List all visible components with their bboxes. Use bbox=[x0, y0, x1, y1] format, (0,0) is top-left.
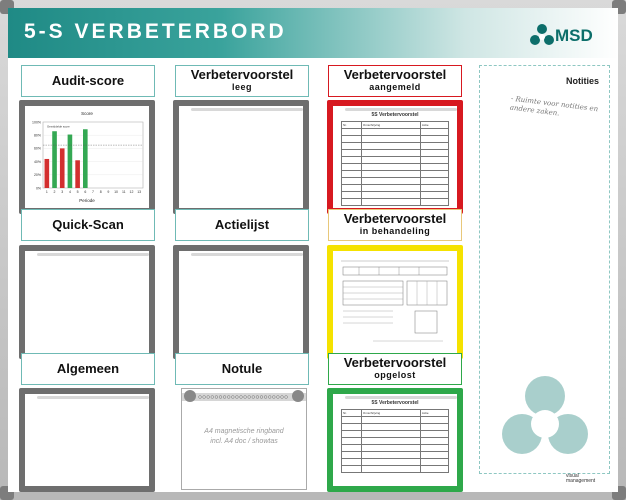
audit-chart-sheet bbox=[25, 106, 149, 208]
tile-audit-score bbox=[21, 65, 155, 97]
form-sheet bbox=[333, 394, 457, 486]
bar bbox=[52, 131, 57, 188]
bar bbox=[68, 135, 73, 188]
notes-hint: - Ruimte voor notities en andere zaken. bbox=[509, 94, 599, 118]
y-tick-label: 60% bbox=[33, 146, 41, 151]
bar bbox=[60, 148, 65, 188]
holder-opgelost[interactable] bbox=[327, 388, 463, 492]
clip-bar bbox=[37, 253, 149, 256]
bar bbox=[75, 160, 80, 188]
clip-bar bbox=[345, 396, 457, 399]
y-tick-label: 0% bbox=[35, 186, 41, 191]
holder-behandeling[interactable] bbox=[327, 245, 463, 359]
x-tick-label: 4 bbox=[68, 190, 71, 194]
form-title: 5S Verbetervoorstel bbox=[371, 112, 419, 118]
tile-voorstel-aangemeld bbox=[328, 65, 462, 97]
tile-subtitle: leeg bbox=[231, 82, 252, 92]
x-tick-label: 3 bbox=[61, 190, 64, 194]
binder-caption bbox=[182, 427, 306, 447]
empty-sheet bbox=[25, 394, 149, 486]
form-title: 5S Verbetervoorstel bbox=[371, 400, 419, 406]
binder-caption-line-2: incl. A4 doc / showtas bbox=[210, 438, 278, 445]
x-tick-label: 10 bbox=[114, 190, 119, 194]
x-tick-label: 12 bbox=[129, 190, 134, 194]
tile-voorstel-leeg bbox=[175, 65, 309, 97]
logo-text: MSD bbox=[555, 26, 593, 45]
x-tick-label: 8 bbox=[99, 190, 102, 194]
detail-form-graphic bbox=[333, 251, 457, 353]
x-tick-label: 6 bbox=[84, 190, 87, 194]
x-tick-label: 1 bbox=[45, 190, 48, 194]
header-banner bbox=[8, 8, 618, 58]
x-tick-label: 2 bbox=[53, 190, 56, 194]
y-tick-label: 100% bbox=[32, 120, 41, 125]
holder-leeg[interactable] bbox=[173, 100, 309, 214]
board bbox=[8, 8, 618, 492]
x-tick-label: 9 bbox=[107, 190, 110, 194]
x-tick-label: 5 bbox=[76, 190, 79, 194]
form-col-num: Nr. bbox=[342, 122, 362, 129]
tile-title: Notule bbox=[221, 361, 263, 376]
x-tick-label: 11 bbox=[121, 190, 126, 194]
tile-subtitle: in behandeling bbox=[359, 226, 431, 236]
y-tick-label: 40% bbox=[33, 159, 41, 164]
tile-title: Actielijst bbox=[214, 217, 270, 232]
tile-voorstel-opgelost bbox=[328, 353, 462, 385]
logo-icon bbox=[530, 24, 554, 48]
form-table bbox=[341, 409, 449, 473]
tile-title: Algemeen bbox=[56, 361, 120, 376]
notes-title: Notities bbox=[565, 76, 599, 86]
form-sheet bbox=[333, 106, 457, 208]
msd-logo bbox=[530, 24, 600, 48]
holder-quick-scan[interactable] bbox=[19, 245, 155, 359]
clip-bar bbox=[37, 396, 149, 399]
tile-title: Verbetervoorstel bbox=[343, 355, 447, 370]
tile-voorstel-behandeling bbox=[328, 209, 462, 241]
form-table bbox=[341, 121, 449, 206]
empty-sheet bbox=[25, 251, 149, 353]
form-sheet bbox=[333, 251, 457, 353]
bar bbox=[83, 129, 88, 188]
board-title: 5-S VERBETERBORD bbox=[24, 20, 287, 43]
form-col-desc: Omschrijving bbox=[361, 410, 420, 417]
binder-rings bbox=[182, 389, 306, 407]
clip-bar bbox=[191, 253, 303, 256]
holder-aangemeld[interactable] bbox=[327, 100, 463, 214]
binder-caption-line-1: A4 magnetische ringband bbox=[204, 428, 284, 435]
form-mini bbox=[341, 400, 449, 473]
tile-title: Quick-Scan bbox=[52, 217, 124, 232]
tile-subtitle: aangemeld bbox=[369, 82, 421, 92]
x-tick-label: 7 bbox=[92, 190, 94, 194]
tile-title: Audit-score bbox=[51, 73, 125, 88]
plot-area bbox=[43, 122, 143, 188]
clip-bar bbox=[191, 108, 303, 111]
form-col-desc: Omschrijving bbox=[361, 122, 420, 129]
bar bbox=[45, 159, 50, 188]
brand-line-1: visual bbox=[566, 473, 579, 479]
tile-title: Verbetervoorstel bbox=[190, 67, 294, 82]
brand-mark bbox=[566, 474, 595, 484]
clip-bar bbox=[345, 108, 457, 111]
audit-score-chart bbox=[25, 106, 149, 208]
tile-algemeen bbox=[21, 353, 155, 385]
brand-line-2: management bbox=[566, 478, 596, 484]
holder-algemeen[interactable] bbox=[19, 388, 155, 492]
tile-quick-scan bbox=[21, 209, 155, 241]
chart-title: Score bbox=[81, 111, 93, 116]
tile-title: Verbetervoorstel bbox=[343, 211, 447, 226]
tile-title: Verbetervoorstel bbox=[343, 67, 447, 82]
y-tick-label: 20% bbox=[33, 173, 41, 178]
msd-watermark-icon bbox=[502, 376, 588, 458]
notes-area[interactable] bbox=[479, 65, 610, 474]
empty-sheet bbox=[179, 251, 303, 353]
x-axis-label: Periode bbox=[79, 198, 95, 203]
empty-sheet bbox=[179, 106, 303, 208]
tile-subtitle: opgelost bbox=[374, 370, 416, 380]
holder-audit bbox=[19, 100, 155, 214]
x-tick-label: 13 bbox=[137, 190, 142, 194]
form-mini bbox=[341, 112, 449, 206]
form-col-action: Actie bbox=[420, 410, 448, 417]
holder-actielijst[interactable] bbox=[173, 245, 309, 359]
y-tick-label: 80% bbox=[33, 133, 41, 138]
tile-actielijst bbox=[175, 209, 309, 241]
form-col-num: Nr. bbox=[342, 410, 362, 417]
ring-binder[interactable] bbox=[181, 388, 307, 490]
chart-annotation: Gemiddelde score bbox=[47, 124, 70, 129]
tile-notule bbox=[175, 353, 309, 385]
form-col-action: Actie bbox=[420, 122, 448, 129]
